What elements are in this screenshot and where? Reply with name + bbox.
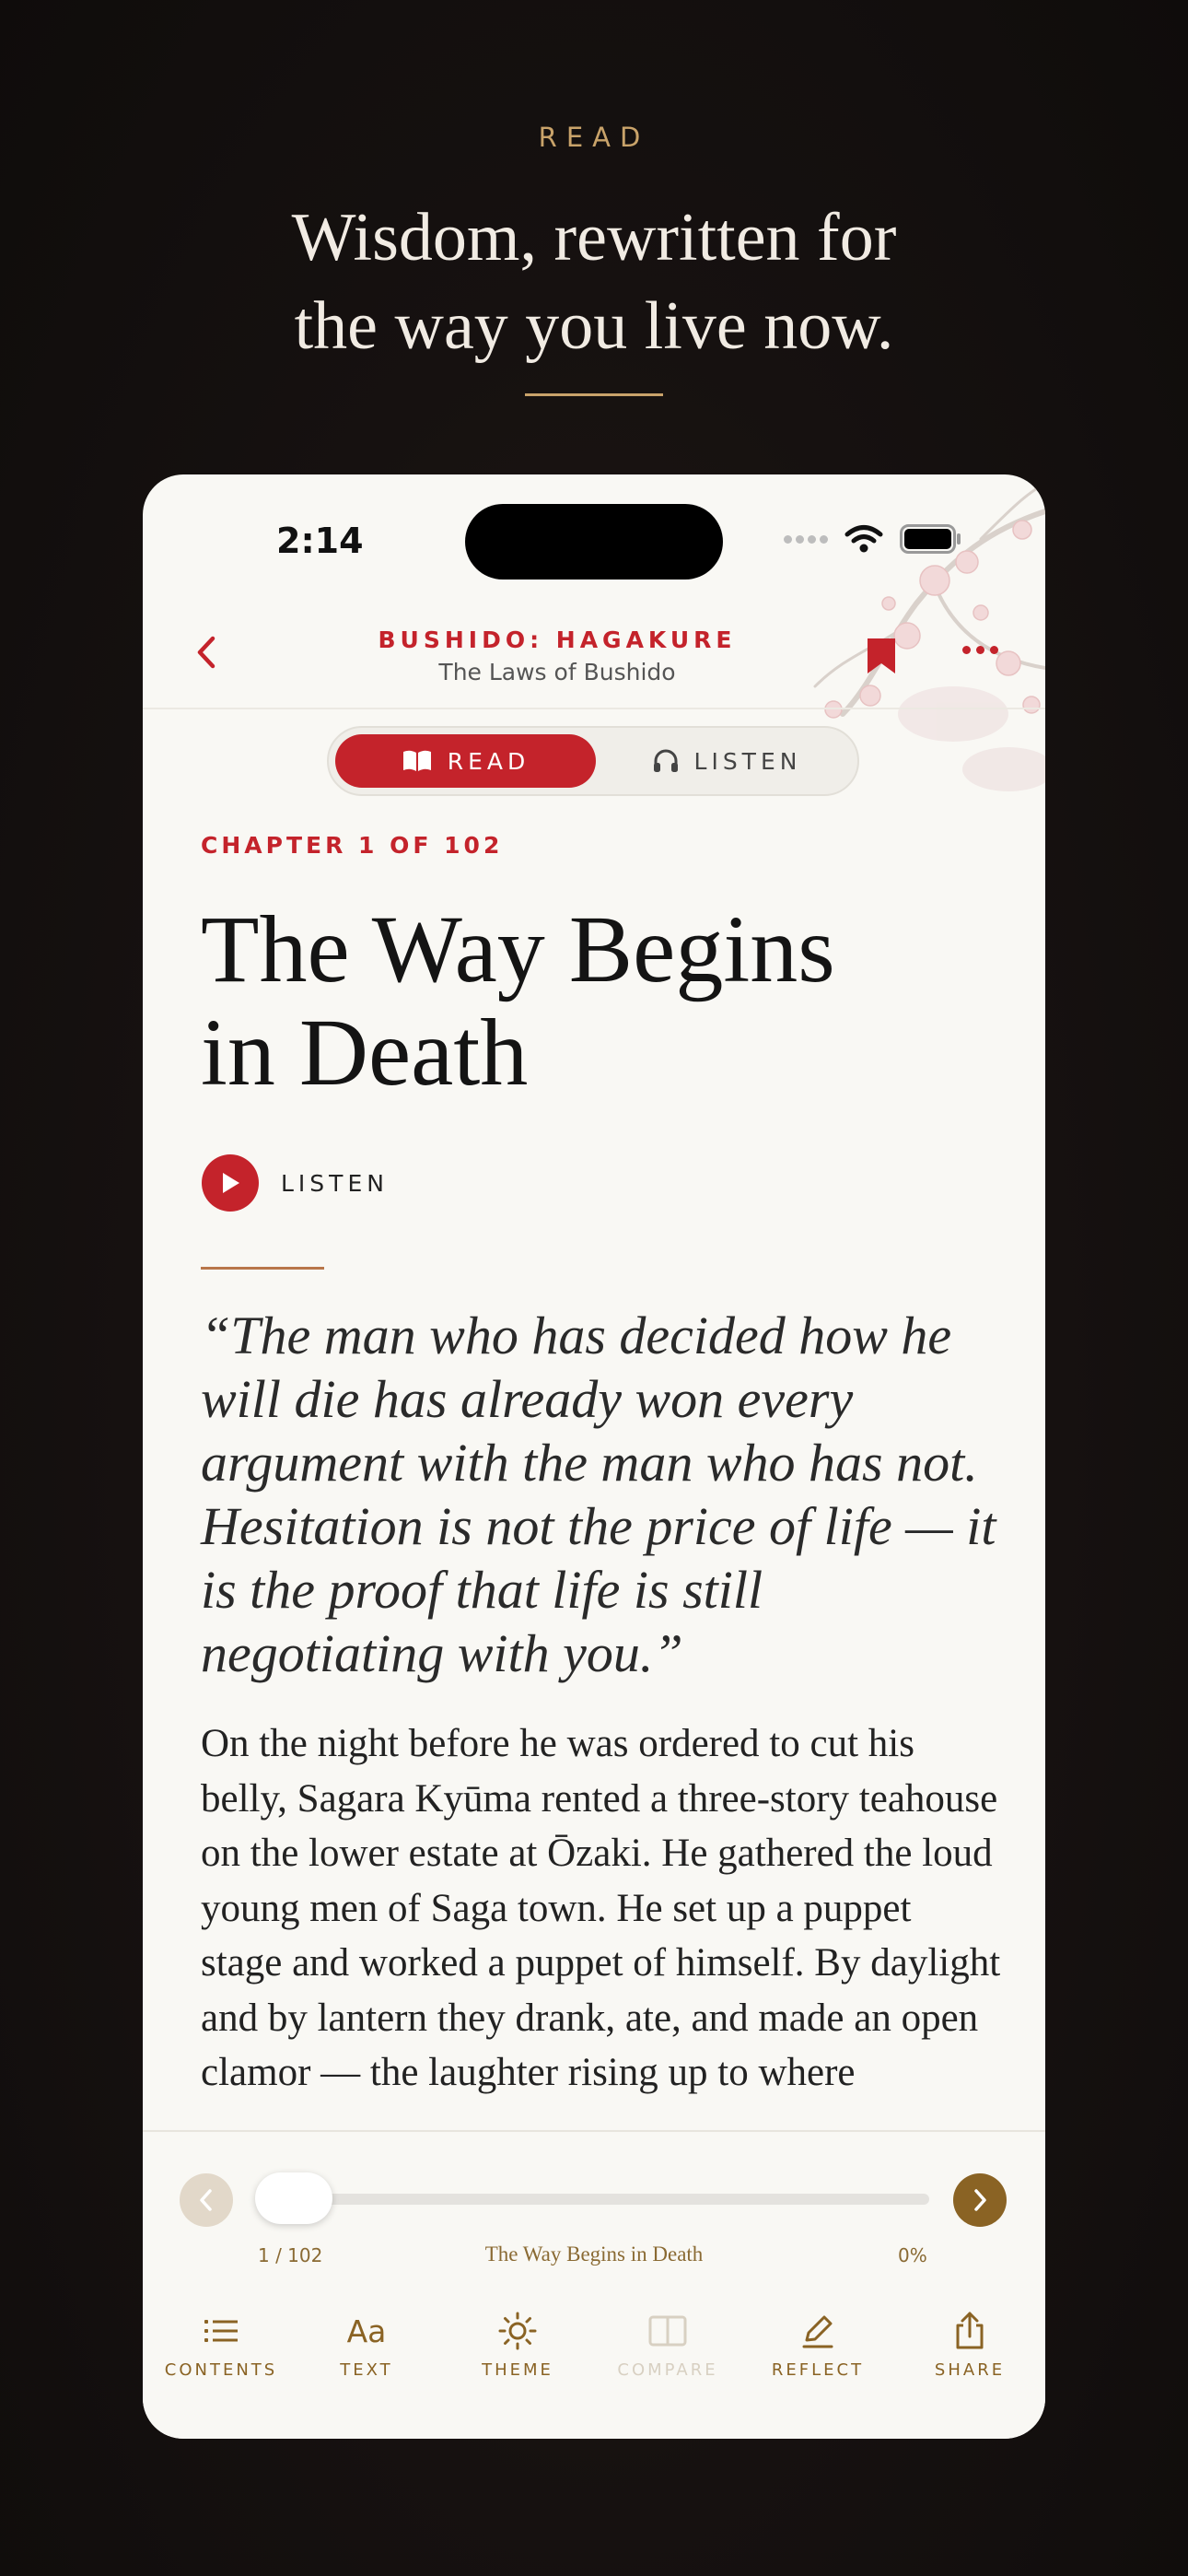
theme-label: THEME: [482, 2360, 553, 2380]
status-icons: [784, 524, 962, 554]
listen-mode-tab[interactable]: [601, 734, 852, 788]
text-size-icon: Aa: [346, 2313, 387, 2349]
bookmark-button[interactable]: [866, 637, 897, 675]
chapter-title-line1: The Way Begins: [201, 896, 835, 1002]
play-icon: [219, 1171, 241, 1195]
promo-headline-line1: Wisdom, rewritten for: [291, 200, 897, 275]
sun-icon: [498, 2312, 537, 2350]
compare-tab[interactable]: [594, 2307, 741, 2380]
progress-slider-thumb[interactable]: [255, 2172, 332, 2224]
promo-divider: [525, 393, 663, 396]
battery-icon: [900, 524, 962, 554]
share-tab[interactable]: [896, 2307, 1043, 2380]
back-button[interactable]: [187, 631, 229, 673]
quote-divider: [201, 1267, 324, 1270]
chapter-title: [201, 898, 956, 1105]
play-button[interactable]: [202, 1154, 259, 1212]
chapter-title-line2: in Death: [201, 1000, 529, 1106]
text-settings-tab[interactable]: [293, 2307, 440, 2380]
wifi-icon: [844, 524, 883, 554]
compare-label: COMPARE: [617, 2360, 718, 2380]
listen-mode-label: LISTEN: [693, 747, 802, 775]
pencil-icon: [798, 2312, 837, 2350]
list-icon: [203, 2317, 239, 2345]
pull-quote: “The man who has decided how he will die has already won every argument with the man who has not. Hesitation is not the price of life — it is the proof that life is still negotiating with you.”: [201, 1306, 996, 1683]
share-icon: [953, 2311, 986, 2351]
progress-slider-track[interactable]: [262, 2194, 929, 2205]
reflect-label: REFLECT: [771, 2360, 865, 2380]
listen-button[interactable]: [202, 1154, 389, 1212]
chapter-label: CHAPTER 1 OF 102: [201, 832, 504, 859]
book-open-icon: [402, 749, 433, 773]
next-chapter-button[interactable]: [953, 2173, 1007, 2227]
mode-toggle: [327, 726, 859, 796]
previous-chapter-button[interactable]: [180, 2173, 233, 2227]
share-label: SHARE: [934, 2360, 1006, 2380]
contents-tab[interactable]: [147, 2307, 295, 2380]
chevron-left-icon: [196, 2186, 216, 2214]
progress-chapter-title: The Way Begins in Death: [484, 2242, 704, 2266]
reader-bottom-panel: [143, 2130, 1045, 2439]
chevron-left-icon: [200, 638, 213, 666]
promo-headline-line2: the way you live now.: [294, 288, 894, 364]
theme-tab[interactable]: [444, 2307, 591, 2380]
bookmark-icon: [868, 638, 895, 673]
headphones-icon: [652, 748, 680, 774]
book-subtitle: The Laws of Bushido: [438, 659, 676, 685]
compare-icon: [648, 2315, 687, 2347]
promo-eyebrow: READ: [538, 122, 650, 153]
more-icon: [962, 646, 971, 654]
book-title: BUSHIDO: HAGAKURE: [378, 626, 737, 653]
chevron-right-icon: [970, 2186, 990, 2214]
progress-percent: 0%: [898, 2244, 927, 2266]
dynamic-island: [465, 504, 723, 580]
read-mode-label: READ: [447, 747, 530, 775]
status-time: 2:14: [276, 521, 364, 561]
text-label: TEXT: [340, 2360, 393, 2380]
reflect-tab[interactable]: [744, 2307, 891, 2380]
contents-label: CONTENTS: [164, 2360, 278, 2380]
phone-screen: [143, 474, 1045, 2439]
more-button[interactable]: [962, 646, 998, 654]
header-divider: [143, 708, 1045, 709]
read-mode-tab[interactable]: [335, 734, 596, 788]
promo-headline: [0, 193, 1188, 370]
chapter-body-text: On the night before he was ordered to cut his belly, Sagara Kyūma rented a three-story teahouse on the lower estate at Ōzaki. He gathered the loud young men of Saga town. He set up a puppet stage and worked a puppet of himself. By daylight and by lantern they drank, ate, and made an open clamor — the laughter rising up to where: [201, 1722, 1001, 2094]
signal-icon: [784, 535, 828, 544]
listen-label: LISTEN: [281, 1169, 389, 1197]
page-count: 1 / 102: [258, 2244, 323, 2266]
